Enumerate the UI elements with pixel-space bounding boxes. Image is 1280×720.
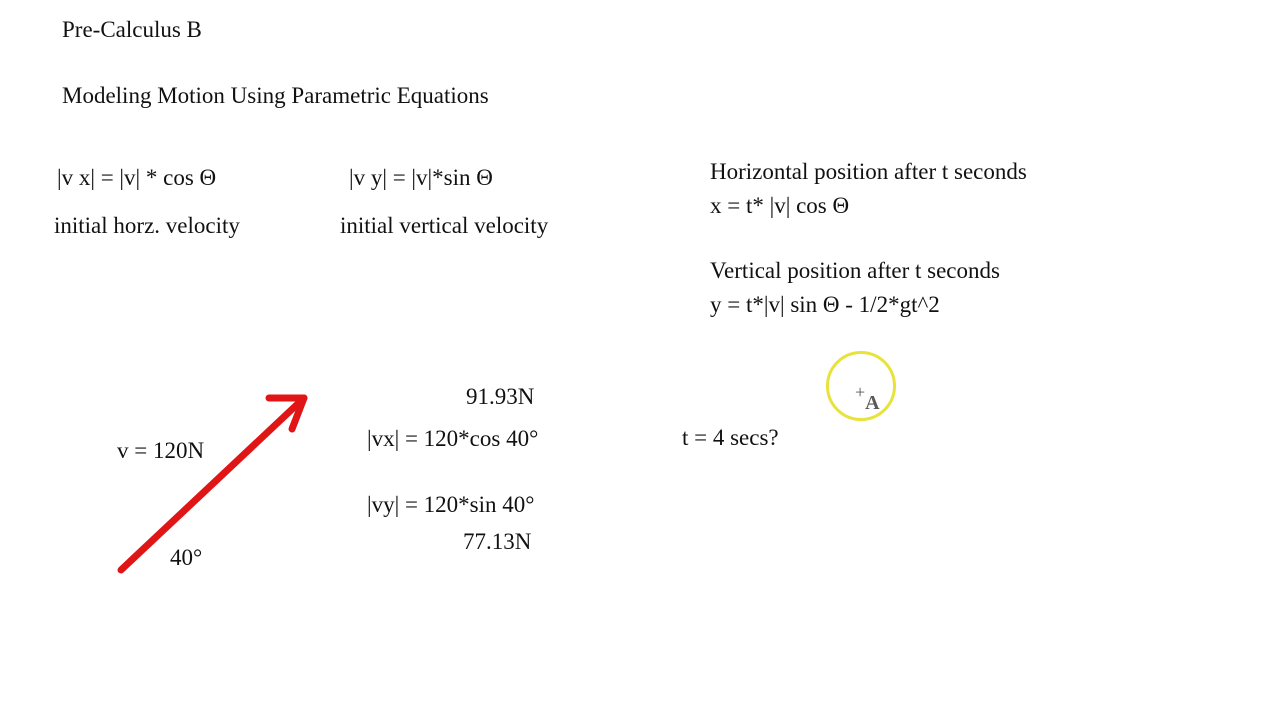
vy-calculation: |vy| = 120*sin 40° (367, 492, 535, 517)
vertical-position-heading: Vertical position after t seconds (710, 258, 1000, 283)
arrow-shaft (121, 398, 304, 570)
time-question: t = 4 secs? (682, 425, 779, 450)
text-cursor-icon (855, 382, 880, 414)
velocity-label: v = 120N (117, 438, 205, 463)
vx-result: 91.93N (466, 384, 535, 409)
vertical-position-formula: y = t*|v| sin Θ - 1/2*gt^2 (710, 292, 940, 317)
vx-formula: |v x| = |v| * cos Θ (57, 165, 217, 190)
angle-label: 40° (170, 545, 203, 570)
horizontal-position-heading: Horizontal position after t seconds (710, 159, 1027, 184)
lesson-title: Modeling Motion Using Parametric Equations (62, 83, 489, 108)
vx-calculation: |vx| = 120*cos 40° (367, 426, 539, 451)
horizontal-position-formula: x = t* |v| cos Θ (710, 193, 850, 218)
course-title: Pre-Calculus B (62, 17, 202, 42)
vx-caption: initial horz. velocity (54, 213, 240, 238)
vy-formula: |v y| = |v|*sin Θ (349, 165, 493, 190)
cursor-letter-glyph: A (865, 392, 880, 414)
cursor-plus-glyph: + (855, 382, 866, 402)
vy-caption: initial vertical velocity (340, 213, 549, 238)
arrow-shape (121, 398, 304, 570)
vy-result: 77.13N (463, 529, 532, 554)
